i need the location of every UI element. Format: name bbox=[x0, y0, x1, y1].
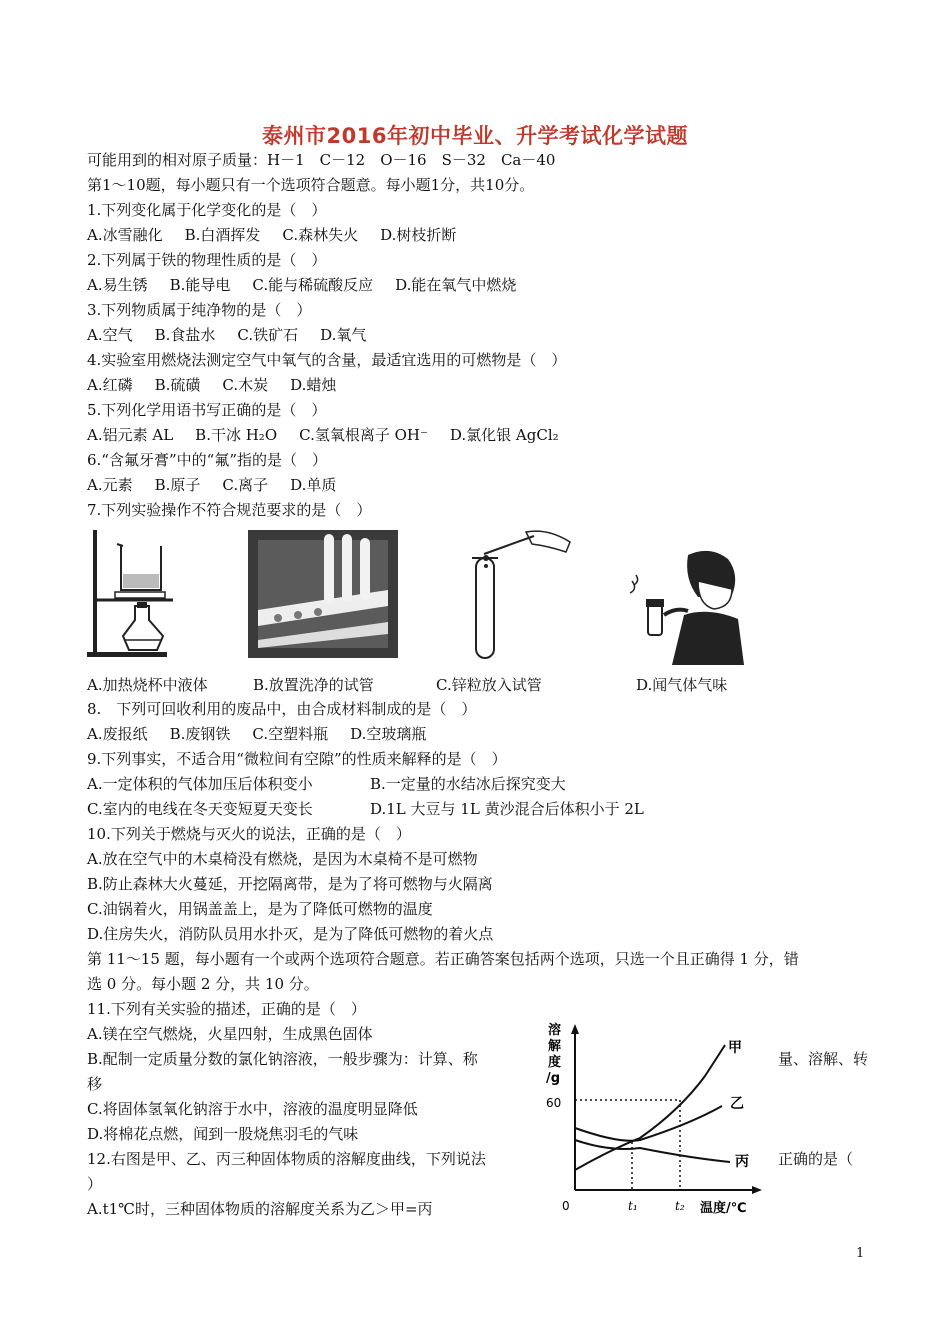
question-11-option-b-part1: B.配制一定质量分数的氯化钠溶液，一般步骤为：计算、称 bbox=[87, 1050, 478, 1068]
option-d: D.树枝折断 bbox=[380, 226, 457, 244]
option-b: B.白酒挥发 bbox=[184, 226, 261, 244]
question-11-option-d: D.将棉花点燃，闻到一股烧焦羽毛的气味 bbox=[87, 1125, 359, 1143]
option-b: B.能导电 bbox=[169, 276, 231, 294]
q7-caption-c: C.锌粒放入试管 bbox=[436, 676, 542, 694]
test-tube-rack-illustration bbox=[248, 530, 398, 658]
option-d: D.单质 bbox=[290, 476, 337, 494]
x-tick-t1: t₁ bbox=[628, 1199, 638, 1213]
question-12-option-a: A.t1℃时，三种固体物质的溶解度关系为乙＞甲=丙 bbox=[87, 1200, 433, 1218]
question-2-stem: 2.下列属于铁的物理性质的是（ ） bbox=[87, 251, 327, 269]
question-9-option-d: D.1L 大豆与 1L 黄沙混合后体积小于 2L bbox=[370, 800, 644, 818]
option-c: C.能与稀硫酸反应 bbox=[252, 276, 374, 294]
page-number: 1 bbox=[856, 1246, 865, 1261]
option-c: C.离子 bbox=[222, 476, 269, 494]
option-a: A.空气 bbox=[87, 326, 133, 344]
section2-instructions-line1: 第 11～15 题，每小题有一个或两个选项符合题意。若正确答案包括两个选项，只选一个且正确得 1 分，错 bbox=[87, 950, 799, 968]
question-4-stem: 4.实验室用燃烧法测定空气中氧气的含量，最适宜选用的可燃物是（ ） bbox=[87, 351, 567, 369]
q7-caption-a: A.加热烧杯中液体 bbox=[87, 676, 208, 694]
option-c: C.空塑料瓶 bbox=[252, 725, 329, 743]
question-9-option-c: C.室内的电线在冬天变短夏天变长 bbox=[87, 800, 313, 818]
section1-instructions: 第1～10题，每小题只有一个选项符合题意。每小题1分，共10分。 bbox=[87, 176, 535, 194]
option-b: B.硫磺 bbox=[154, 376, 201, 394]
figure-zinc-into-tube bbox=[462, 528, 577, 663]
question-12-stem-part1: 12.右图是甲、乙、丙三种固体物质的溶解度曲线，下列说法 bbox=[87, 1150, 486, 1168]
origin-label: 0 bbox=[562, 1199, 570, 1213]
x-axis-label: 温度/℃ bbox=[700, 1201, 747, 1216]
curve-jia bbox=[575, 1045, 725, 1170]
figure-heating-beaker bbox=[85, 528, 180, 658]
series-label-jia: 甲 bbox=[728, 1040, 742, 1056]
y-label-char-3: 度 bbox=[548, 1055, 562, 1070]
curve-yi bbox=[575, 1106, 722, 1141]
y-axis-label bbox=[546, 1022, 566, 1086]
question-9-option-b: B.一定量的水结冰后探究变大 bbox=[370, 775, 566, 793]
option-a: A.废报纸 bbox=[87, 725, 148, 743]
option-b: B.食盐水 bbox=[154, 326, 216, 344]
curve-bing bbox=[575, 1140, 730, 1162]
question-1-options bbox=[87, 225, 478, 245]
series-label-bing: 丙 bbox=[735, 1154, 749, 1170]
option-a: A.红磷 bbox=[87, 376, 133, 394]
question-3-stem: 3.下列物质属于纯净物的是（ ） bbox=[87, 301, 312, 319]
option-b: B.废钢铁 bbox=[169, 725, 231, 743]
question-9-option-a: A.一定体积的气体加压后体积变小 bbox=[87, 775, 313, 793]
x-tick-t2: t₂ bbox=[675, 1199, 685, 1213]
question-5-options bbox=[87, 425, 581, 445]
option-a: A.易生锈 bbox=[87, 276, 148, 294]
question-10-stem: 10.下列关于燃烧与灭火的说法，正确的是（ ） bbox=[87, 825, 411, 843]
question-12-stem-part3: ） bbox=[87, 1175, 103, 1193]
y-label-char-1: 溶 bbox=[548, 1023, 562, 1038]
y-tick-60: 60 bbox=[546, 1096, 562, 1110]
question-10-option-b: B.防止森林大火蔓延，开挖隔离带，是为了将可燃物与火隔离 bbox=[87, 875, 493, 893]
option-d: D.蜡烛 bbox=[290, 376, 337, 394]
question-4-options bbox=[87, 375, 358, 395]
option-a: A.元素 bbox=[87, 476, 133, 494]
question-12-stem-part2: 正确的是（ bbox=[778, 1150, 854, 1168]
q7-caption-d: D.闻气体气味 bbox=[636, 676, 728, 694]
option-d: D.氯化银 AgCl₂ bbox=[449, 426, 559, 444]
question-2-options bbox=[87, 275, 538, 295]
question-8-options bbox=[87, 724, 448, 744]
question-6-options bbox=[87, 475, 358, 495]
option-c: C.森林失火 bbox=[282, 226, 359, 244]
smelling-gas-illustration bbox=[628, 545, 748, 665]
x-axis-arrow bbox=[752, 1186, 762, 1194]
zinc-tube-illustration bbox=[462, 528, 577, 663]
page-title: 泰州市2016年初中毕业、升学考试化学试题 bbox=[262, 124, 688, 148]
solubility-chart-svg bbox=[540, 1020, 770, 1220]
option-d: D.空玻璃瓶 bbox=[350, 725, 427, 743]
option-d: D.氧气 bbox=[320, 326, 367, 344]
option-c: C.木炭 bbox=[222, 376, 269, 394]
question-11-stem: 11.下列有关实验的描述，正确的是（ ） bbox=[87, 1000, 366, 1018]
q7-caption-b: B.放置洗净的试管 bbox=[253, 676, 374, 694]
question-11-option-c: C.将固体氢氧化钠溶于水中，溶液的温度明显降低 bbox=[87, 1100, 418, 1118]
question-11-option-b-part2: 量、溶解、转 bbox=[778, 1050, 869, 1068]
option-b: B.干冰 H₂O bbox=[195, 426, 278, 444]
solubility-chart bbox=[540, 1020, 770, 1220]
question-6-stem: 6.“含氟牙膏”中的“氟”指的是（ ） bbox=[87, 451, 327, 469]
figure-smelling-gas bbox=[628, 545, 748, 665]
question-5-stem: 5.下列化学用语书写正确的是（ ） bbox=[87, 401, 327, 419]
option-b: B.原子 bbox=[154, 476, 201, 494]
y-axis-arrow bbox=[571, 1024, 579, 1034]
option-a: A.铝元素 AL bbox=[87, 426, 174, 444]
figure-test-tube-rack bbox=[248, 530, 398, 658]
question-11-option-b-part3: 移 bbox=[87, 1075, 103, 1093]
question-3-options bbox=[87, 325, 388, 345]
option-c: C.铁矿石 bbox=[237, 326, 299, 344]
atomic-masses: 可能用到的相对原子质量：H－1 C－12 O－16 S－32 Ca－40 bbox=[87, 151, 556, 169]
question-11-option-a: A.镁在空气燃烧，火星四射，生成黑色固体 bbox=[87, 1025, 373, 1043]
option-c: C.氢氧根离子 OH⁻ bbox=[299, 426, 428, 444]
question-10-option-a: A.放在空气中的木桌椅没有燃烧，是因为木桌椅不是可燃物 bbox=[87, 850, 478, 868]
question-8-stem: 8. 下列可回收利用的废品中，由合成材料制成的是（ ） bbox=[87, 700, 477, 718]
question-9-stem: 9.下列事实，不适合用“微粒间有空隙”的性质来解释的是（ ） bbox=[87, 750, 507, 768]
y-label-char-2: 解 bbox=[548, 1039, 562, 1054]
option-d: D.能在氧气中燃烧 bbox=[395, 276, 517, 294]
section2-instructions-line2: 选 0 分。每小题 2 分，共 10 分。 bbox=[87, 975, 319, 993]
question-1-stem: 1.下列变化属于化学变化的是（ ） bbox=[87, 201, 327, 219]
heating-beaker-illustration bbox=[85, 528, 180, 658]
question-10-option-d: D.住房失火，消防队员用水扑灭，是为了降低可燃物的着火点 bbox=[87, 925, 494, 943]
question-7-stem: 7.下列实验操作不符合规范要求的是（ ） bbox=[87, 501, 372, 519]
series-label-yi: 乙 bbox=[730, 1096, 744, 1112]
option-a: A.冰雪融化 bbox=[87, 226, 163, 244]
question-10-option-c: C.油锅着火，用锅盖盖上，是为了降低可燃物的温度 bbox=[87, 900, 433, 918]
y-label-char-4: /g bbox=[546, 1071, 561, 1086]
